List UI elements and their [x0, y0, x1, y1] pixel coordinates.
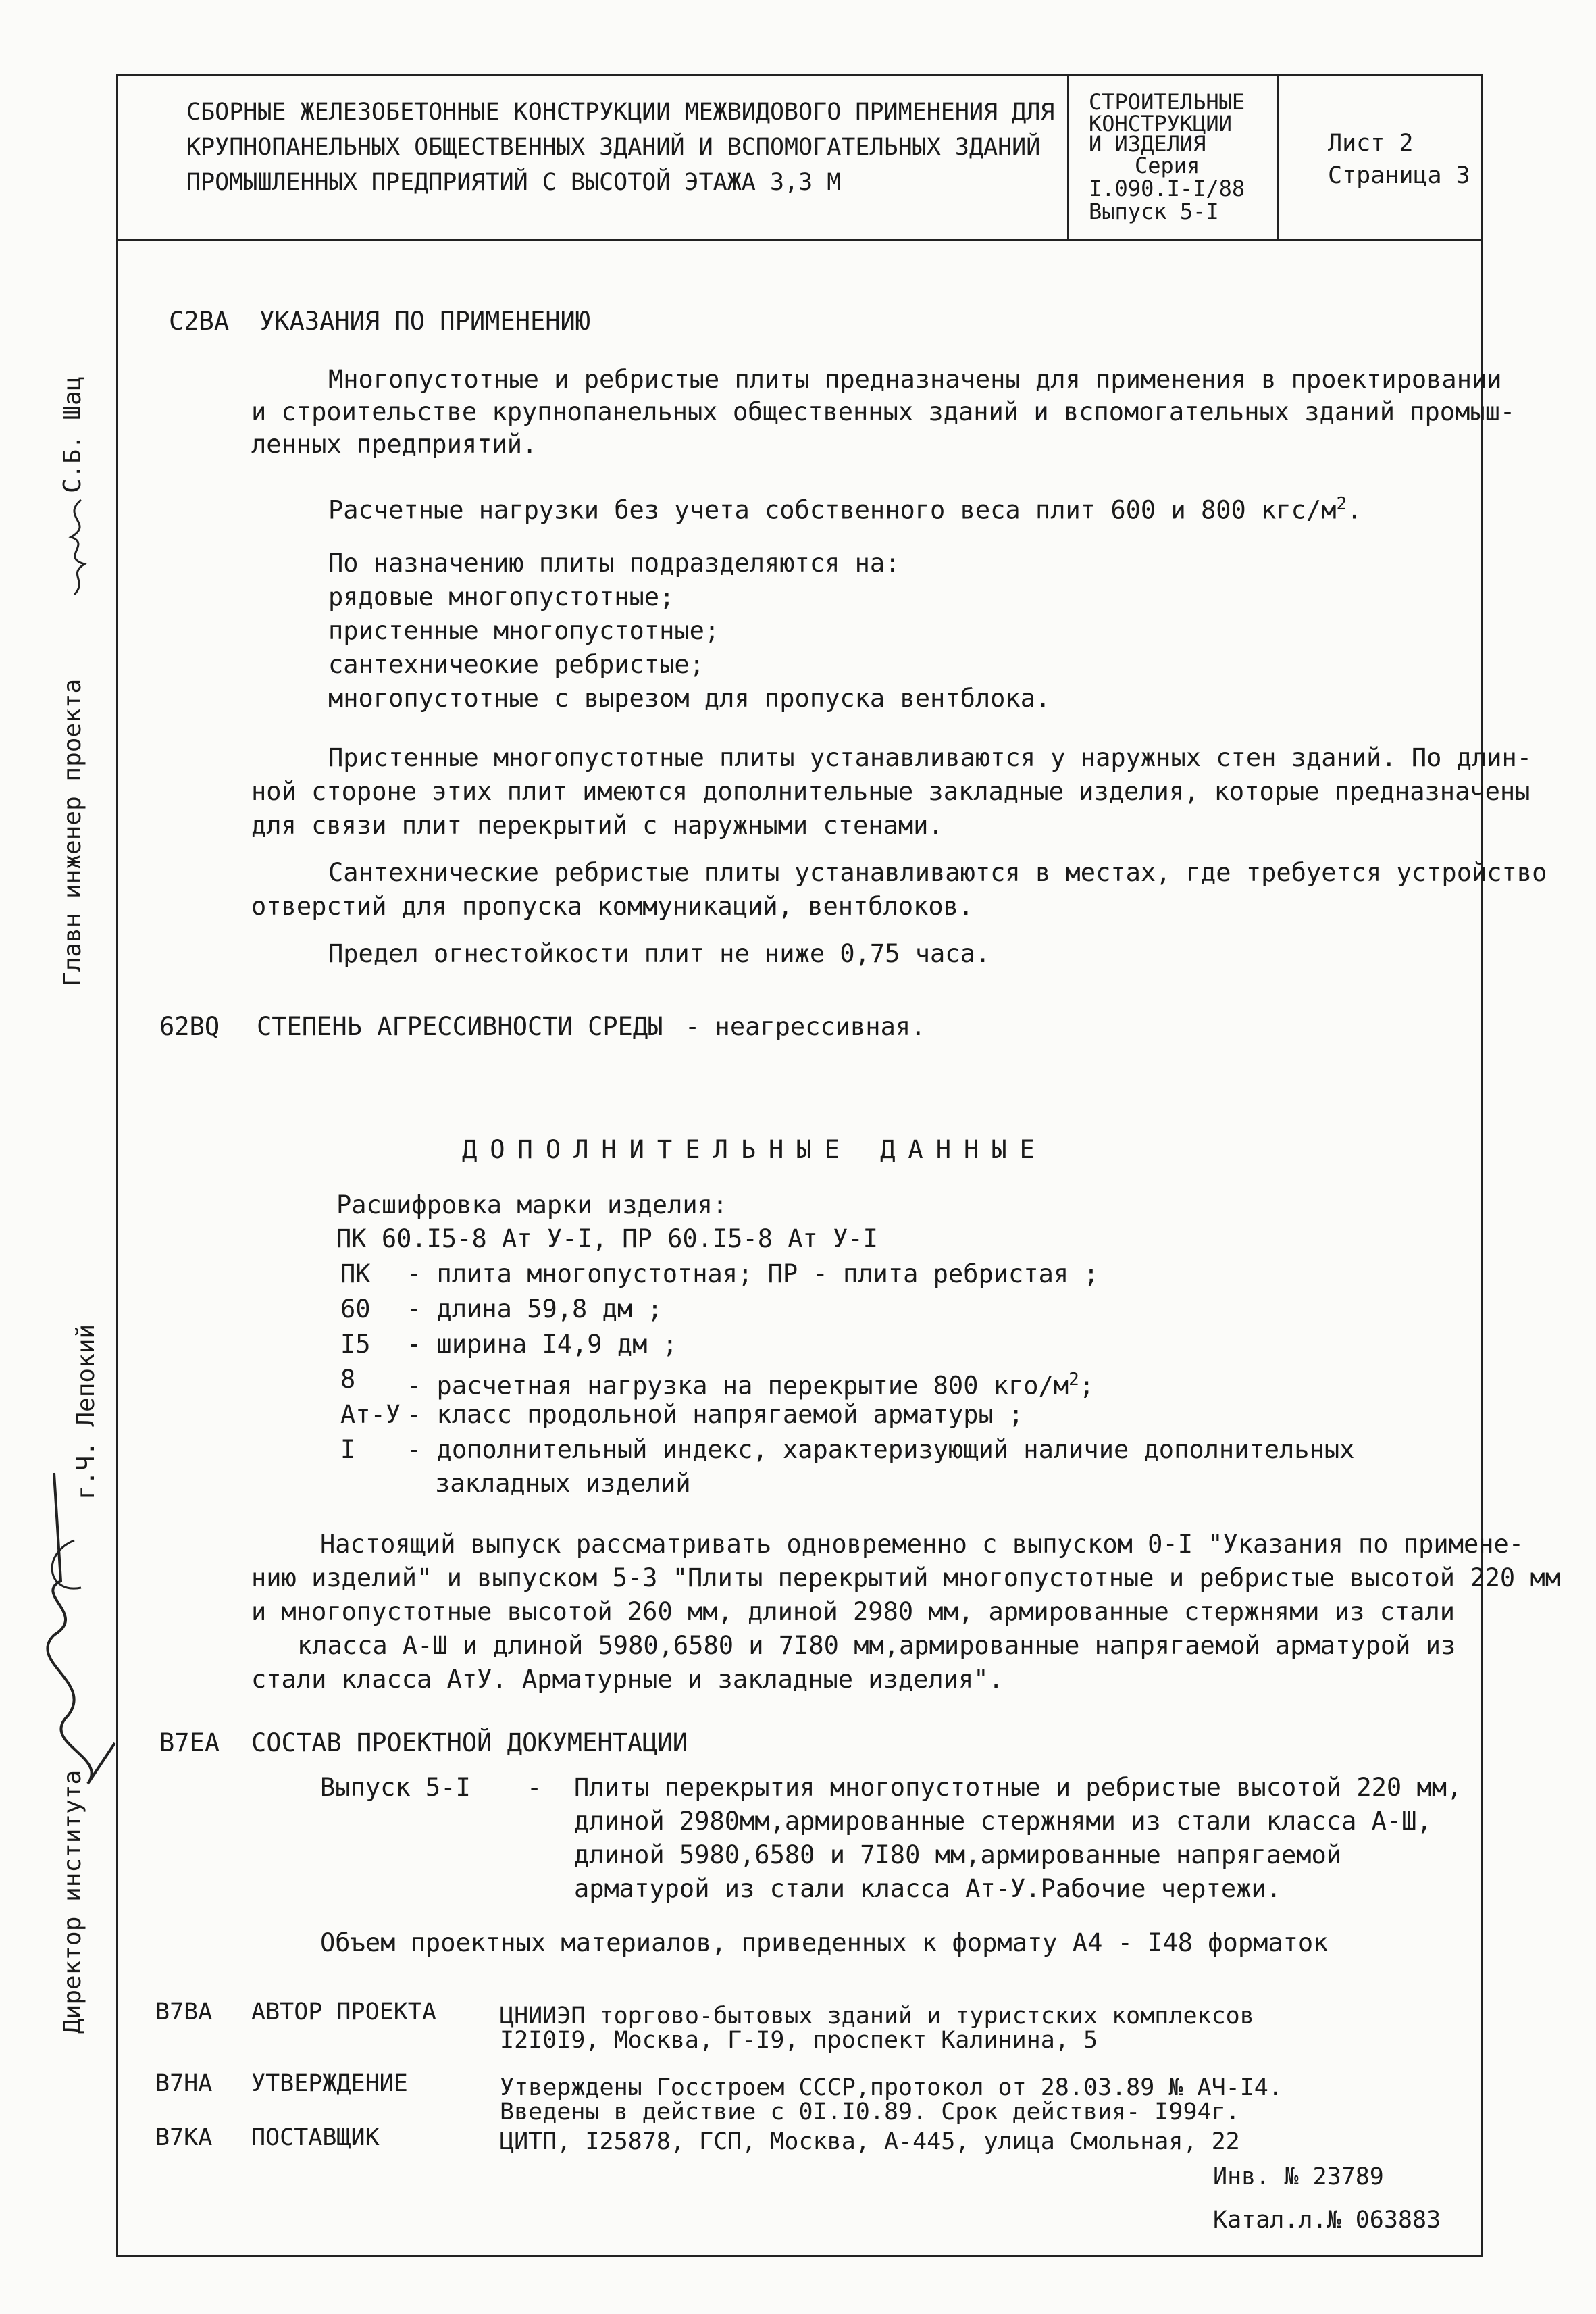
header-col-divider-1 — [1067, 74, 1069, 241]
series-line: СТРОИТЕЛЬНЫЕ — [1089, 89, 1245, 115]
approval-line: Введены в действие с 0I.I0.89. Срок действия- I994г. — [500, 2098, 1240, 2126]
header-title-line: СБОРНЫЕ ЖЕЛЕЗОБЕТОННЫЕ КОНСТРУКЦИИ МЕЖВИДОВОГО ПРИМЕНЕНИЯ ДЛЯ — [186, 99, 1055, 126]
decode-text-cont: закладных изделий — [435, 1469, 691, 1498]
series-line: Серия — [1135, 153, 1200, 178]
signature-director-icon — [14, 1459, 122, 1811]
usage-paragraph-4: ной стороне этих плит имеются дополнительные закладные изделия, которые предназначены — [251, 777, 1530, 806]
author-code: В7ВА — [155, 1998, 213, 2026]
usage-title: УКАЗАНИЯ ПО ПРИМЕНЕНИЮ — [259, 307, 591, 336]
sidebar-chief-name-text: С.Б. Шац — [59, 376, 86, 493]
supplier-code: В7КА — [155, 2124, 213, 2151]
fire-resistance: Предел огнестойкости плит не ниже 0,75 часа. — [328, 939, 991, 968]
usage-code: С2ВА — [169, 307, 230, 336]
decode-key: 8 — [340, 1365, 356, 1394]
composition-title: СОСТАВ ПРОЕКТНОЙ ДОКУМЕНТАЦИИ — [251, 1728, 688, 1757]
decode-key: 60 — [340, 1294, 371, 1324]
decode-text: - дополнительный индекс, характеризующий наличие дополнительных — [407, 1435, 1355, 1464]
usage-paragraph-1: и строительстве крупнопанельных общественных зданий и вспомогательных зданий промыш- — [251, 397, 1516, 426]
usage-paragraph-1: Многопустотные и ребристые плиты предназначены для применения в проектировании — [328, 365, 1502, 394]
release-note: Настоящий выпуск рассматривать одновременно с выпуском 0-I "Указания по примене- — [320, 1530, 1524, 1559]
decode-text: - ширина I4,9 дм ; — [407, 1330, 677, 1359]
decode-marks: ПК 60.I5-8 Ат У-I, ПР 60.I5-8 Ат У-I — [336, 1224, 878, 1253]
approval-line: Утверждены Госстроем СССР,протокол от 28.03.89 № АЧ-I4. — [500, 2074, 1283, 2101]
decode-end: ; — [1079, 1371, 1095, 1401]
composition-code: В7ЕА — [159, 1728, 220, 1757]
series-line: КОНСТРУКЦИИ — [1089, 111, 1232, 136]
type-item: пристенные многопустотные; — [328, 616, 720, 645]
catalog-number: Катал.л.№ 063883 — [1213, 2207, 1441, 2234]
decode-text: - расчетная нагрузка на перекрытие 800 кго/м — [407, 1371, 1069, 1401]
release-note: и многопустотные высотой 260 мм, длиной 2980 мм, армированные стержнями из стали — [251, 1597, 1456, 1626]
type-item: сантехничеокие ребристые; — [328, 650, 704, 679]
sidebar-director-label: Директор института — [59, 1769, 86, 2034]
decode-text-row — [407, 1363, 1094, 1402]
composition-volume: Объем проектных материалов, приведенных к формату А4 - I48 форматок — [320, 1928, 1329, 1957]
load-text: Расчетные нагрузки без учета собственного веса плит 600 и 800 кгс/м — [328, 495, 1337, 525]
header-title-line: ПРОМЫШЛЕННЫХ ПРЕДПРИЯТИЙ С ВЫСОТОЙ ЭТАЖА 3,3 М — [186, 169, 842, 196]
approval-code: В7НА — [155, 2070, 213, 2097]
usage-paragraph-1: ленных предприятий. — [251, 430, 538, 459]
decode-key: ПК — [340, 1259, 371, 1288]
sidebar-director-name-text: г.Ч. Лепокий — [72, 1324, 100, 1500]
composition-desc: длиной 2980мм,армированные стержнями из стали класса А-Ш, — [574, 1807, 1432, 1836]
sidebar-chief-engineer — [59, 679, 86, 986]
aggressiveness-code: 62BQ — [159, 1012, 220, 1041]
author-line: I2I0I9, Москва, Г-I9, проспект Калинина, 5 — [500, 2027, 1098, 2054]
types-intro: По назначению плиты подразделяются на: — [328, 549, 900, 578]
supplier-line: ЦИТП, I25878, ГСП, Москва, А-445, улица Смольная, 22 — [500, 2128, 1240, 2155]
composition-desc: арматурой из стали класса Ат-У.Рабочие чертежи. — [574, 1874, 1281, 1903]
type-item: многопустотные с вырезом для пропуска вентблока. — [328, 684, 1051, 713]
decode-key: I — [340, 1435, 356, 1464]
load-line — [328, 488, 1362, 526]
usage-paragraph-4: Пристенные многопустотные плиты устанавливаются у наружных стен зданий. По длин- — [328, 743, 1533, 772]
sidebar-chief-name — [59, 376, 86, 493]
decode-title: Расшифровка марки изделия: — [336, 1190, 728, 1219]
sidebar-chief-label: Главн инженер проекта — [59, 678, 86, 986]
release-note: стали класса АтУ. Арматурные и закладные изделия". — [251, 1665, 1004, 1694]
composition-desc: длиной 5980,6580 и 7I80 мм,армированные напрягаемой — [574, 1840, 1342, 1869]
series-line: I.090.I-I/88 — [1089, 176, 1245, 201]
decode-sup: 2 — [1069, 1369, 1079, 1390]
signature-upper — [54, 497, 101, 601]
decode-key: I5 — [340, 1330, 371, 1359]
release-note: нию изделий" и выпуском 5-3 "Плиты перекрытий многопустотные и ребристые высотой 220 мм — [251, 1563, 1561, 1592]
load-end: . — [1347, 495, 1362, 525]
composition-issue: Выпуск 5-I — [320, 1773, 471, 1802]
series-line: Выпуск 5-I — [1089, 199, 1219, 224]
approval-title: УТВЕРЖДЕНИЕ — [251, 2070, 408, 2097]
signature-scribble-icon — [54, 497, 101, 598]
author-title: АВТОР ПРОЕКТА — [251, 1998, 436, 2026]
usage-paragraph-5: отверстий для пропуска коммуникаций, вентблоков. — [251, 892, 974, 921]
decode-text: - класс продольной напрягаемой арматуры ; — [407, 1400, 1024, 1429]
composition-dash: - — [527, 1773, 542, 1802]
aggressiveness-title: СТЕПЕНЬ АГРЕССИВНОСТИ СРЕДЫ — [257, 1012, 663, 1041]
type-item: рядовые многопустотные; — [328, 582, 675, 611]
composition-desc: Плиты перекрытия многопустотные и ребристые высотой 220 мм, — [574, 1773, 1462, 1802]
usage-paragraph-5: Сантехнические ребристые плиты устанавливаются в местах, где требуется устройство — [328, 858, 1547, 887]
series-line: И ИЗДЕЛИЯ — [1089, 131, 1206, 157]
header-title-line: КРУПНОПАНЕЛЬНЫХ ОБЩЕСТВЕННЫХ ЗДАНИЙ И ВСПОМОГАТЕЛЬНЫХ ЗДАНИЙ — [186, 134, 1041, 161]
author-line: ЦНИИЭП торгово-бытовых зданий и туристских комплексов — [500, 2003, 1254, 2030]
decode-key: Ат-У — [340, 1400, 401, 1429]
signature-lower — [14, 1459, 122, 1813]
sheet-number: Лист 2 — [1328, 130, 1414, 157]
header-col-divider-2 — [1277, 74, 1279, 241]
release-note: класса А-Ш и длиной 5980,6580 и 7I80 мм,армированные напрягаемой арматурой из — [297, 1631, 1456, 1660]
aggressiveness-value: - неагрессивная. — [685, 1012, 926, 1041]
load-sup: 2 — [1336, 494, 1347, 514]
page-number: Страница 3 — [1328, 162, 1470, 189]
additional-heading: ДОПОЛНИТЕЛЬНЫЕ ДАННЫЕ — [462, 1135, 1048, 1164]
decode-text: - длина 59,8 дм ; — [407, 1294, 663, 1324]
usage-paragraph-4: для связи плит перекрытий с наружными стенами. — [251, 811, 944, 840]
inventory-number: Инв. № 23789 — [1213, 2163, 1384, 2190]
supplier-title: ПОСТАВЩИК — [251, 2124, 380, 2151]
decode-text: - плита многопустотная; ПР - плита ребристая ; — [407, 1259, 1099, 1288]
